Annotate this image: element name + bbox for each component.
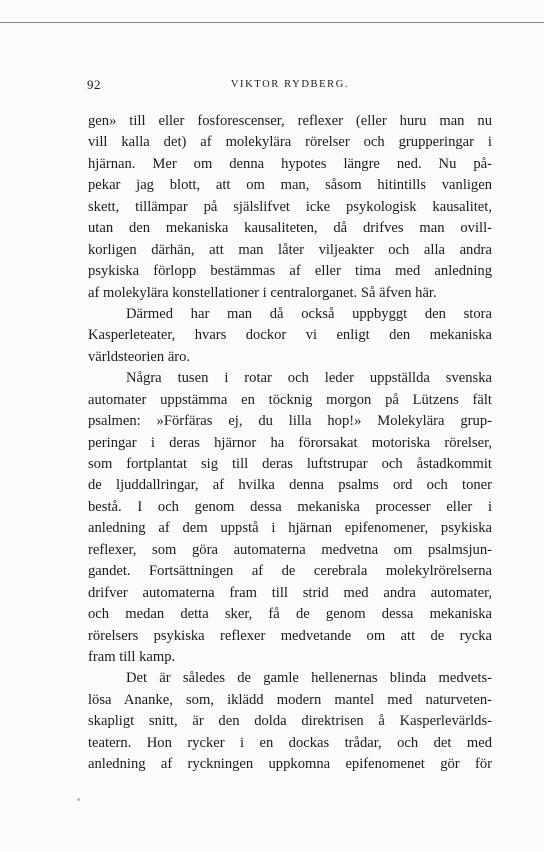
text-line: af molekylära konstellationer i centralorganet. Så äfven här. bbox=[88, 284, 437, 301]
top-rule bbox=[0, 22, 544, 23]
text-line: utan den mekaniska kausaliteten, då drifves man ovill- bbox=[88, 220, 492, 237]
text-line: lösa Ananke, som, iklädd modern mantel med naturveten- bbox=[88, 691, 492, 708]
text-line: automater uppstämma en töcknig morgon på Lützens fält bbox=[88, 391, 492, 408]
body-text bbox=[88, 111, 492, 776]
text-line: korligen därhän, att man låter viljeakter och alla andra bbox=[88, 241, 492, 258]
text-line: som fortplantat sig till deras luftstrupar och åstadkommit bbox=[88, 456, 492, 472]
scan-speck bbox=[77, 798, 80, 801]
running-head: VIKTOR RYDBERG. bbox=[230, 79, 350, 90]
text-line: reflexer, som göra automaterna medvetna om psalmsjun- bbox=[88, 541, 492, 558]
text-line: anledning af ryckningen uppkomna epifenomenet gör för bbox=[88, 756, 492, 773]
text-line: bestå. I och genom dessa mekaniska processer eller i bbox=[88, 498, 492, 515]
text-line: gandet. Fortsättningen af de cerebrala molekylrörelserna bbox=[88, 563, 492, 580]
text-line: och medan detta sker, få de genom dessa mekaniska bbox=[88, 606, 492, 623]
page-number: 92 bbox=[87, 77, 101, 92]
paragraph-first-line: Därmed har man då också uppbyggt den stora bbox=[126, 305, 492, 322]
text-line: drifver automaterna fram till strid med andra automater, bbox=[88, 584, 492, 601]
paragraph-first-line: Det är således de gamle hellenernas blinda medvets- bbox=[126, 670, 492, 687]
paragraph-first-line: Några tusen i rotar och leder uppställda svenska bbox=[126, 370, 492, 387]
text-line: peringar i deras hjärnor ha förorsakat motoriska rörelser, bbox=[88, 434, 492, 451]
text-line: rörelsers psykiska reflexer medvetande om att de rycka bbox=[88, 627, 492, 644]
text-line: psalmen: »Förfäras ej, du lilla hop!» Molekylära grup- bbox=[88, 413, 492, 430]
text-line: världsteorien äro. bbox=[88, 348, 191, 365]
text-line: Kasperleteater, hvars dockor vi enligt den mekaniska bbox=[88, 327, 492, 344]
text-line: teatern. Hon rycker i en dockas trådar, och det med bbox=[88, 734, 492, 751]
text-line: fram till kamp. bbox=[88, 648, 176, 665]
text-line: pekar jag blott, att om man, såsom hitintills vanligen bbox=[88, 177, 492, 194]
text-line: vill kalla det) af molekylära rörelser och grupperingar i bbox=[88, 134, 492, 151]
text-line: gen» till eller fosforescenser, reflexer (eller huru man nu bbox=[88, 113, 492, 129]
text-line: psykiska förlopp bestämmas af eller tima med anledning bbox=[88, 263, 492, 280]
text-line: de ljuddallringar, af hvilka denna psalms ord och toner bbox=[88, 477, 492, 494]
text-line: hjärnan. Mer om denna hypotes längre ned. Nu på- bbox=[88, 155, 492, 172]
text-line: anledning af dem uppstå i hjärnan epifenomener, psykiska bbox=[88, 520, 492, 537]
text-line: skett, tillämpar på själslifvet icke psykologisk kausalitet, bbox=[88, 198, 492, 215]
text-line: skapligt snitt, är den dolda direktrisen å Kasperlevärlds- bbox=[88, 713, 492, 730]
